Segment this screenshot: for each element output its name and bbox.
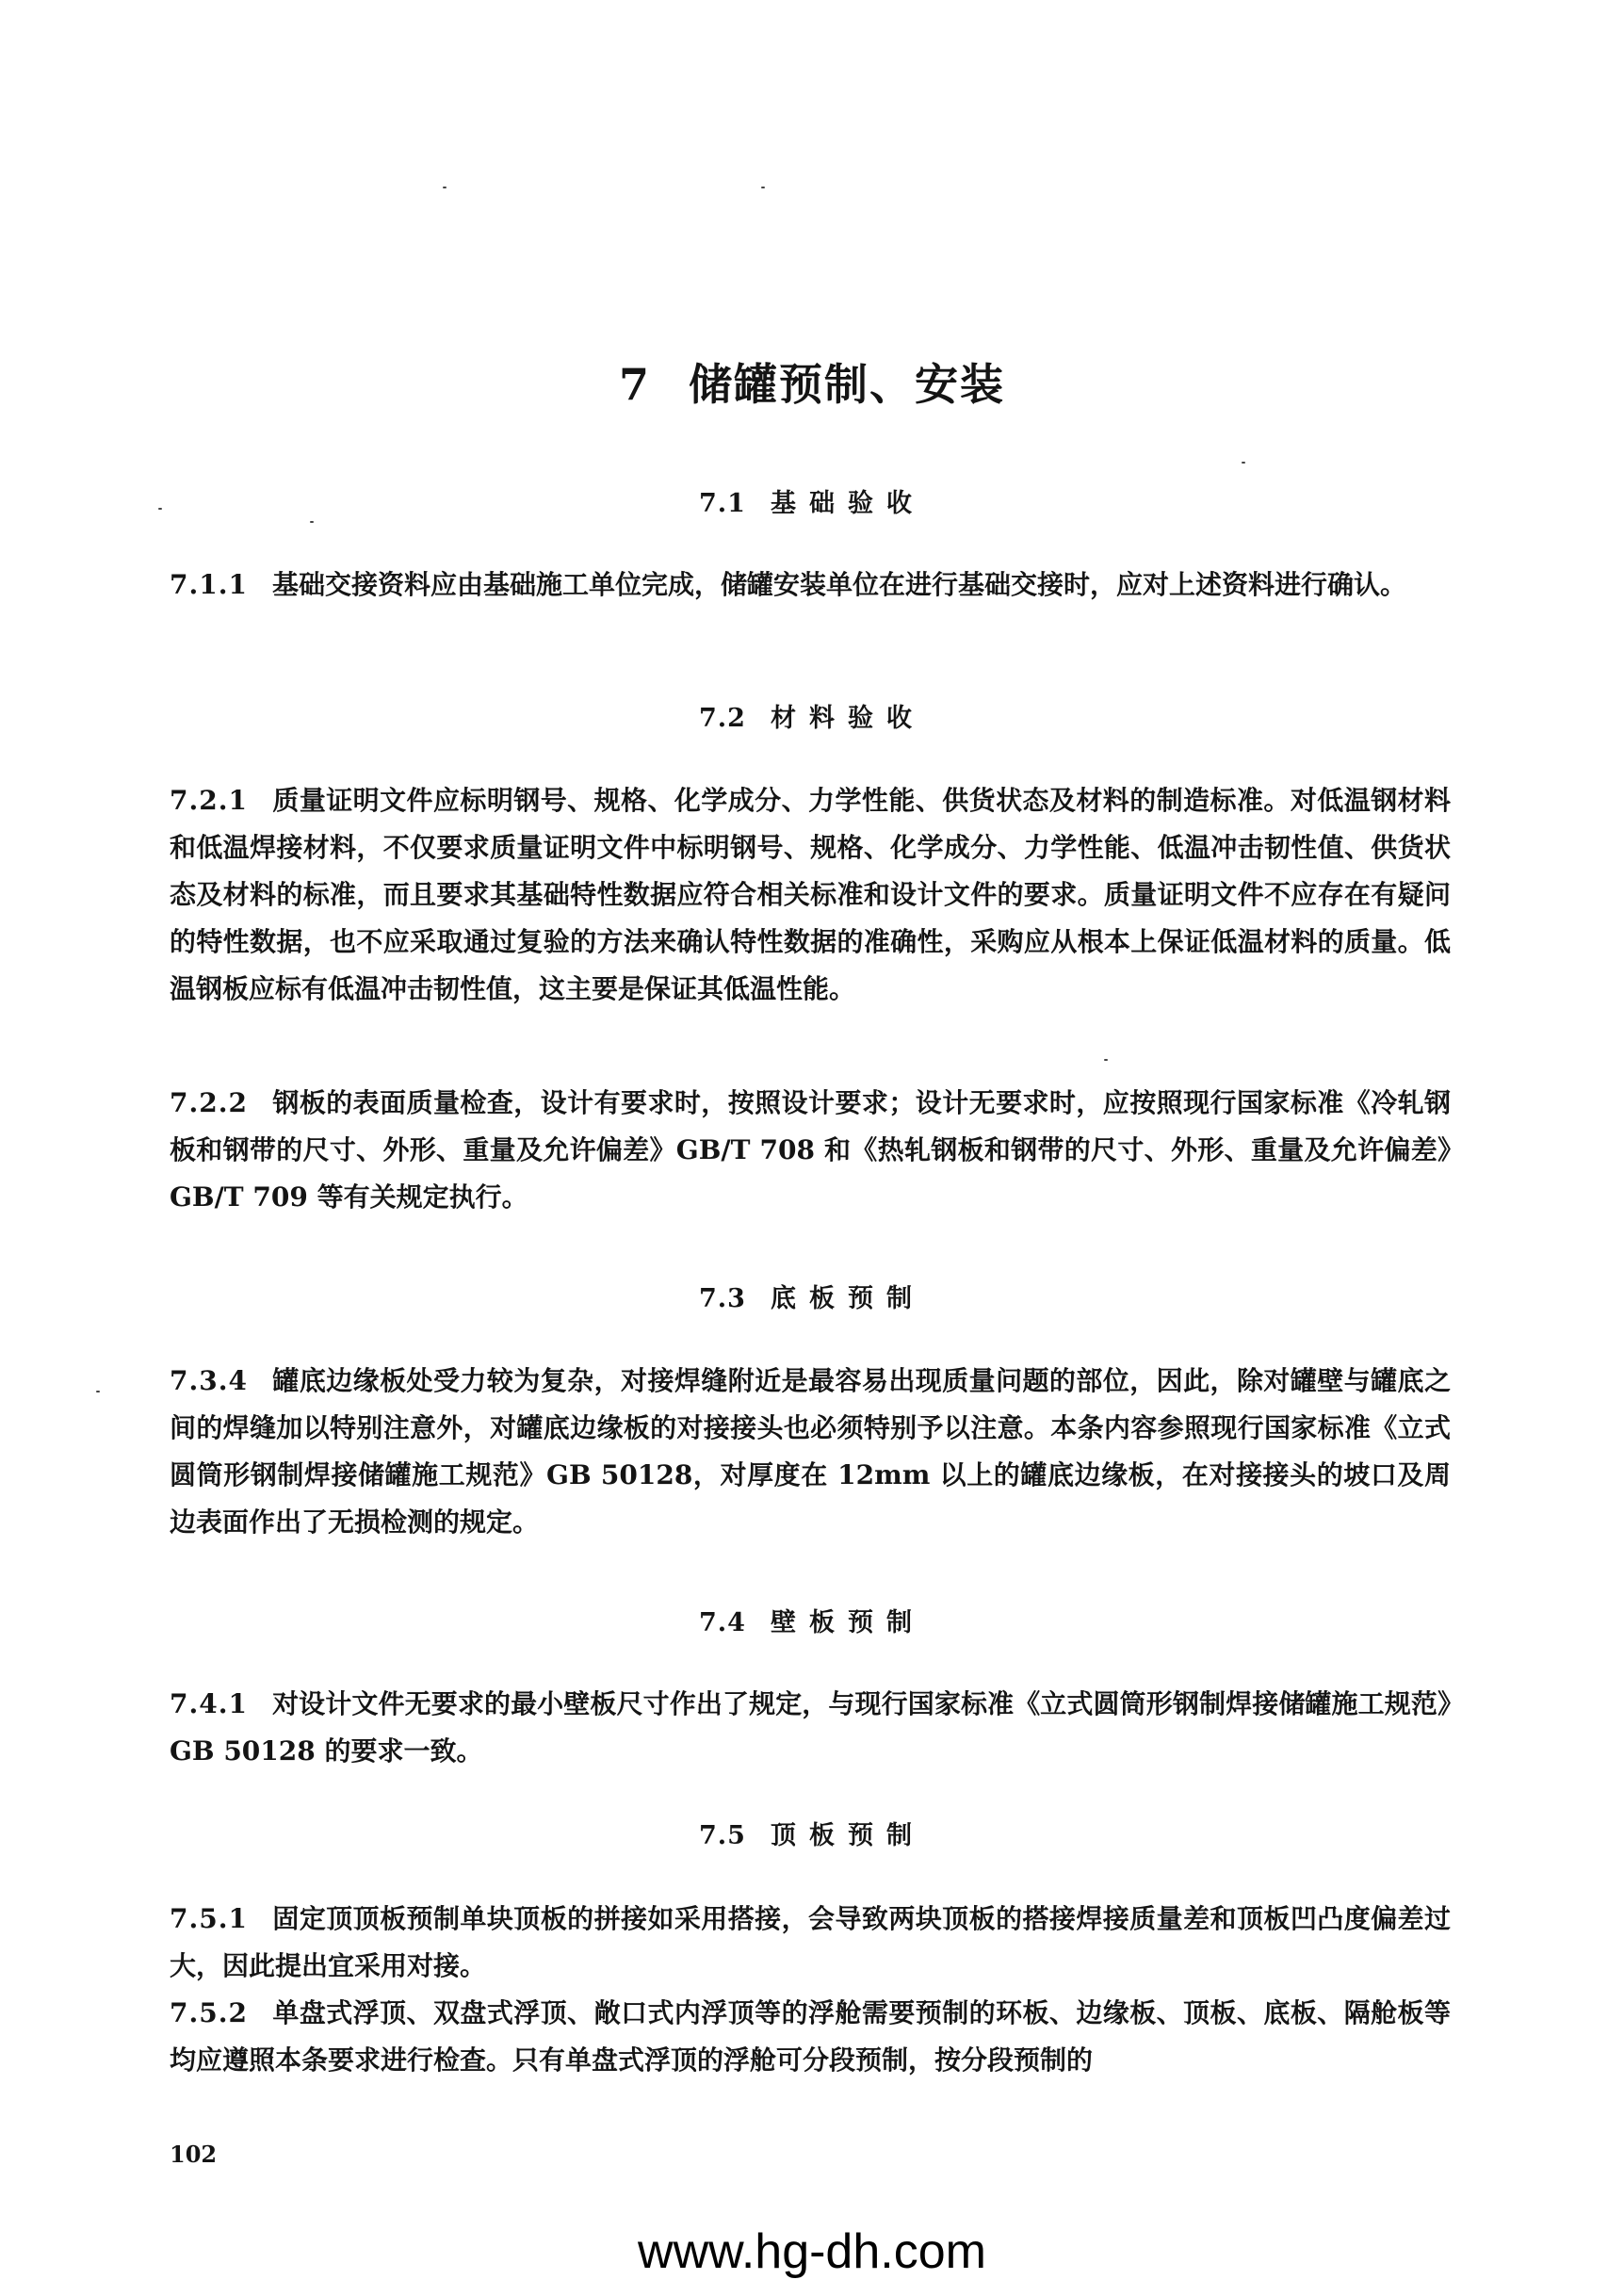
clause-7-1-1 xyxy=(170,562,1451,609)
clause-number: 7.5.1 xyxy=(170,1903,248,1934)
clause-text: 对设计文件无要求的最小壁板尺寸作出了规定，与现行国家标准《立式圆筒形钢制焊接储罐施工规范》GB 50128 的要求一致。 xyxy=(170,1688,1451,1767)
clause-text: 钢板的表面质量检查，设计有要求时，按照设计要求；设计无要求时，应按照现行国家标准《冷轧钢板和钢带的尺寸、外形、重量及允许偏差》GB/T 708 和《热轧钢板和钢带的尺寸、外形、重量及允许偏差》GB/T 709 等有关规定执行。 xyxy=(170,1087,1451,1213)
clause-number: 7.2.2 xyxy=(170,1087,248,1118)
section-heading-7-2 xyxy=(0,697,1624,734)
section-title: 壁板预制 xyxy=(770,1608,925,1637)
clause-number: 7.4.1 xyxy=(170,1688,248,1719)
section-title: 底板预制 xyxy=(770,1284,925,1313)
section-number: 7.3 xyxy=(699,1284,746,1313)
section-heading-7-3 xyxy=(0,1278,1624,1314)
clause-7-4-1 xyxy=(170,1681,1451,1775)
scan-speck xyxy=(1104,1059,1108,1061)
clause-text: 单盘式浮顶、双盘式浮顶、敞口式内浮顶等的浮舱需要预制的环板、边缘板、顶板、底板、隔舱板等均应遵照本条要求进行检查。只有单盘式浮顶的浮舱可分段预制，按分段预制的 xyxy=(170,1997,1451,2076)
clause-7-2-1 xyxy=(170,777,1451,1013)
watermark-url: www.hg-dh.com xyxy=(638,2224,986,2279)
section-title: 基础验收 xyxy=(770,489,925,518)
section-heading-7-4 xyxy=(0,1602,1624,1638)
clause-7-5-2 xyxy=(170,1990,1451,2084)
chapter-title-text: 储罐预制、安装 xyxy=(689,359,1005,410)
section-number: 7.5 xyxy=(699,1821,746,1850)
section-number: 7.4 xyxy=(699,1608,746,1637)
scan-speck xyxy=(1242,462,1245,464)
scan-speck xyxy=(96,1391,100,1392)
scan-speck xyxy=(761,187,765,188)
clause-number: 7.2.1 xyxy=(170,785,248,816)
section-title: 材料验收 xyxy=(770,704,925,733)
chapter-title xyxy=(0,350,1624,413)
clause-text: 固定顶顶板预制单块顶板的拼接如采用搭接，会导致两块顶板的搭接焊接质量差和顶板凹凸度偏差过大，因此提出宜采用对接。 xyxy=(170,1903,1451,1981)
clause-text: 质量证明文件应标明钢号、规格、化学成分、力学性能、供货状态及材料的制造标准。对低温钢材料和低温焊接材料，不仅要求质量证明文件中标明钢号、规格、化学成分、力学性能、低温冲击韧性值、供货状态及材料的标准，而且要求其基础特性数据应符合相关标准和设计文件的要求。质量证明文件不应存在有疑问的特性数据，也不应采取通过复验的方法来确认特性数据的准确性，采购应从根本上保证低温材料的质量。低温钢板应标有低温冲击韧性值，这主要是保证其低温性能。 xyxy=(170,785,1451,1004)
clause-number: 7.1.1 xyxy=(170,569,248,600)
clause-number: 7.5.2 xyxy=(170,1997,248,2028)
page-number: 102 xyxy=(170,2141,218,2168)
section-number: 7.2 xyxy=(699,704,746,733)
section-title: 顶板预制 xyxy=(770,1821,925,1850)
scan-speck xyxy=(443,187,447,188)
clause-7-3-4 xyxy=(170,1358,1451,1546)
clause-7-2-2 xyxy=(170,1080,1451,1221)
section-heading-7-5 xyxy=(0,1815,1624,1851)
clause-text: 罐底边缘板处受力较为复杂，对接焊缝附近是最容易出现质量问题的部位，因此，除对罐壁与罐底之间的焊缝加以特别注意外，对罐底边缘板的对接接头也必须特别予以注意。本条内容参照现行国家标准《立式圆筒形钢制焊接储罐施工规范》GB 50128，对厚度在 12mm 以上的罐底边缘板，在对接接头的坡口及周边表面作出了无损检测的规定。 xyxy=(170,1365,1451,1538)
section-heading-7-1 xyxy=(0,482,1624,519)
section-number: 7.1 xyxy=(699,489,746,518)
clause-number: 7.3.4 xyxy=(170,1365,248,1396)
clause-7-5-1 xyxy=(170,1896,1451,1990)
chapter-number: 7 xyxy=(618,359,651,410)
clause-text: 基础交接资料应由基础施工单位完成，储罐安装单位在进行基础交接时，应对上述资料进行确认。 xyxy=(271,569,1406,600)
scan-speck xyxy=(310,521,314,523)
